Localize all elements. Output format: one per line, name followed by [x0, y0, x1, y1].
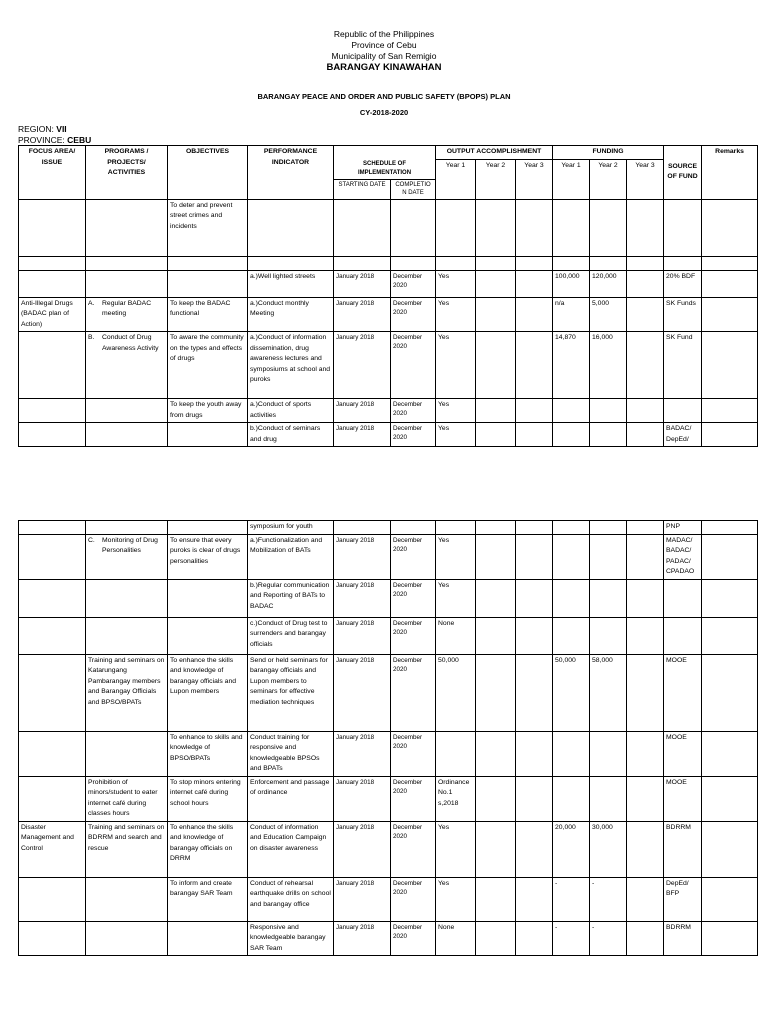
objective-cell: To stop minors entering internet café during school hours	[168, 776, 248, 821]
funding-year3-cell	[627, 332, 664, 399]
indicator-cell: Send or held seminars for barangay officials and Lupon members to seminars for effective mediation techniques	[248, 654, 334, 731]
remarks-cell	[702, 399, 758, 423]
indicator-cell: c.)Conduct of Drug test to surrenders and barangay officials	[248, 617, 334, 654]
starting-date-cell: January 2018	[334, 921, 391, 956]
output-year2-cell	[476, 877, 516, 921]
funding-year3-cell	[627, 579, 664, 617]
source-of-fund-cell	[664, 579, 702, 617]
table-row	[19, 521, 758, 535]
objective-cell: To enhance to skills and knowledge of BPSO/BPATs	[168, 731, 248, 776]
remarks-cell	[702, 921, 758, 956]
funding-year1-cell	[553, 199, 590, 256]
output-year2-cell	[476, 256, 516, 270]
funding-year1-cell	[553, 534, 590, 579]
completion-date-cell: December 2020	[391, 579, 436, 617]
funding-year1-cell	[553, 617, 590, 654]
program-cell	[86, 877, 168, 921]
starting-date-cell: January 2018	[334, 399, 391, 423]
output-year2-cell	[476, 297, 516, 332]
output-year2-cell	[476, 731, 516, 776]
indicator-cell	[248, 199, 334, 256]
table-row	[19, 579, 758, 617]
objective-cell	[168, 617, 248, 654]
source-of-fund-cell: MOOE	[664, 654, 702, 731]
table-row	[19, 256, 758, 270]
indicator-cell: a.)Conduct of information dissemination, drug awareness lectures and symposiums at school and puroks	[248, 332, 334, 399]
funding-year3-cell	[627, 654, 664, 731]
program-cell	[86, 256, 168, 270]
funding-year2-cell	[590, 423, 627, 447]
output-year3-cell	[516, 399, 553, 423]
funding-year2-cell	[590, 776, 627, 821]
output-year1-cell: Yes	[436, 270, 476, 297]
output-year3-cell	[516, 534, 553, 579]
province-label: PROVINCE:	[18, 135, 65, 145]
funding-year2-cell: -	[590, 877, 627, 921]
province-value: CEBU	[67, 135, 92, 145]
starting-date-cell: January 2018	[334, 821, 391, 877]
indicator-cell: a.)Functionalization and Mobilization of BATs	[248, 534, 334, 579]
col-funding-year3: Year 3	[627, 159, 664, 199]
remarks-cell	[702, 256, 758, 270]
program-text: Regular BADAC meeting	[102, 299, 152, 317]
output-year2-cell	[476, 921, 516, 956]
remarks-cell	[702, 270, 758, 297]
objective-cell	[168, 579, 248, 617]
output-year1-cell	[436, 731, 476, 776]
plan-table-page-2	[18, 520, 758, 956]
output-year1-cell: None	[436, 617, 476, 654]
completion-date-cell: December 2020	[391, 534, 436, 579]
source-of-fund-cell	[664, 399, 702, 423]
starting-date-cell: January 2018	[334, 297, 391, 332]
focus-area-cell	[19, 921, 86, 956]
output-year1-cell: 50,000	[436, 654, 476, 731]
remarks-cell	[702, 731, 758, 776]
output-year2-cell	[476, 776, 516, 821]
completion-date-cell: December 2020	[391, 731, 436, 776]
funding-year1-cell: -	[553, 921, 590, 956]
completion-date-cell: December 2020	[391, 617, 436, 654]
plan-title: BARANGAY PEACE AND ORDER AND PUBLIC SAFETY (BPOPS) PLAN	[257, 92, 511, 101]
objective-cell: To aware the community on the types and effects of drugs	[168, 332, 248, 399]
source-of-fund-cell: 20% BDF	[664, 270, 702, 297]
output-year1-cell: Yes	[436, 877, 476, 921]
funding-year2-cell	[590, 731, 627, 776]
program-text: Conduct of Drug Awareness Activity	[102, 334, 159, 352]
plan-period: CY-2018-2020	[359, 108, 409, 117]
funding-year1-cell	[553, 579, 590, 617]
table-row	[19, 399, 758, 423]
indicator-cell: a.)Conduct of sports activities	[248, 399, 334, 423]
indicator-cell: Enforcement and passage of ordinance	[248, 776, 334, 821]
completion-date-cell	[391, 521, 436, 535]
program-number: C.	[88, 536, 95, 544]
program-cell	[86, 534, 168, 579]
output-year1-cell: Yes	[436, 579, 476, 617]
focus-area-cell	[19, 579, 86, 617]
funding-year2-cell	[590, 199, 627, 256]
starting-date-cell	[334, 256, 391, 270]
program-cell	[86, 776, 168, 821]
program-text: Monitoring of Drug Personalities	[102, 536, 158, 554]
program-cell	[86, 521, 168, 535]
funding-year2-cell	[590, 534, 627, 579]
col-remarks: Remarks	[702, 146, 758, 200]
program-text: Training and seminars on BDRRM and search and rescue	[88, 823, 165, 852]
province-line	[18, 135, 91, 145]
remarks-cell	[702, 521, 758, 535]
output-year1-cell	[436, 521, 476, 535]
header-barangay: BARANGAY KINAWAHAN	[326, 62, 442, 73]
funding-year3-cell	[627, 731, 664, 776]
output-year3-cell	[516, 521, 553, 535]
program-cell	[86, 921, 168, 956]
starting-date-cell: January 2018	[334, 654, 391, 731]
source-of-fund-cell: MADAC/ BADAC/ PADAC/ CPADAO	[664, 534, 702, 579]
funding-year3-cell	[627, 297, 664, 332]
table-row	[19, 297, 758, 332]
output-year1-cell	[436, 199, 476, 256]
col-output-year1: Year 1	[436, 159, 476, 199]
output-year1-cell: Yes	[436, 423, 476, 447]
source-of-fund-cell: SK Fund	[664, 332, 702, 399]
funding-year2-cell: 120,000	[590, 270, 627, 297]
col-funding: FUNDING	[553, 146, 664, 160]
completion-date-cell	[391, 199, 436, 256]
program-cell	[86, 423, 168, 447]
output-year1-cell	[436, 256, 476, 270]
indicator-cell: b.)Conduct of seminars and drug	[248, 423, 334, 447]
program-cell	[86, 579, 168, 617]
funding-year2-cell: 30,000	[590, 821, 627, 877]
col-focus: FOCUS AREA/ ISSUE	[19, 146, 86, 200]
focus-area-cell	[19, 654, 86, 731]
funding-year3-cell	[627, 921, 664, 956]
starting-date-cell: January 2018	[334, 423, 391, 447]
funding-year1-cell: 20,000	[553, 821, 590, 877]
remarks-cell	[702, 821, 758, 877]
funding-year1-cell: 14,870	[553, 332, 590, 399]
focus-area-cell: Anti-Illegal Drugs (BADAC plan of Action)	[19, 297, 86, 332]
funding-year1-cell	[553, 423, 590, 447]
table-row	[19, 776, 758, 821]
table-row	[19, 332, 758, 399]
output-year2-cell	[476, 654, 516, 731]
completion-date-cell: December 2020	[391, 921, 436, 956]
source-of-fund-cell: PNP	[664, 521, 702, 535]
program-number: B.	[88, 334, 95, 341]
table-row	[19, 617, 758, 654]
output-year3-cell	[516, 617, 553, 654]
output-year2-cell	[476, 617, 516, 654]
output-year1-cell: Yes	[436, 332, 476, 399]
program-cell	[86, 731, 168, 776]
funding-year3-cell	[627, 423, 664, 447]
program-cell	[86, 332, 168, 399]
focus-area-cell	[19, 534, 86, 579]
funding-year3-cell	[627, 877, 664, 921]
program-cell	[86, 654, 168, 731]
funding-year3-cell	[627, 399, 664, 423]
completion-date-cell: December 2020	[391, 423, 436, 447]
output-year2-cell	[476, 521, 516, 535]
funding-year3-cell	[627, 521, 664, 535]
completion-date-cell	[391, 256, 436, 270]
starting-date-cell: January 2018	[334, 579, 391, 617]
funding-year1-cell	[553, 521, 590, 535]
starting-date-cell	[334, 521, 391, 535]
completion-date-cell: December 2020	[391, 776, 436, 821]
program-cell	[86, 617, 168, 654]
objective-cell: To inform and create barangay SAR Team	[168, 877, 248, 921]
indicator-cell: Conduct of rehearsal earthquake drills on school and barangay office	[248, 877, 334, 921]
indicator-cell: symposium for youth	[248, 521, 334, 535]
starting-date-cell: January 2018	[334, 534, 391, 579]
table-row	[19, 877, 758, 921]
objective-cell: To enhance the skills and knowledge of barangay officials on DRRM	[168, 821, 248, 877]
table-row	[19, 534, 758, 579]
starting-date-cell: January 2018	[334, 877, 391, 921]
table-row	[19, 654, 758, 731]
output-year2-cell	[476, 332, 516, 399]
program-text: Training and seminars on Katarungang Pambarangay members and Barangay Officials and BPSO/BPATs	[88, 656, 165, 706]
col-starting-date: STARTING DATE	[334, 179, 391, 199]
remarks-cell	[702, 579, 758, 617]
output-year2-cell	[476, 579, 516, 617]
col-output: OUTPUT ACCOMPLISHMENT	[436, 146, 553, 160]
region-line	[18, 124, 67, 134]
header-municipality: Municipality of San Remigio	[331, 51, 437, 61]
remarks-cell	[702, 776, 758, 821]
source-of-fund-cell: MOOE	[664, 731, 702, 776]
col-objectives: OBJECTIVES	[168, 146, 248, 200]
output-year2-cell	[476, 199, 516, 256]
completion-date-cell: December 2020	[391, 877, 436, 921]
remarks-cell	[702, 423, 758, 447]
funding-year3-cell	[627, 256, 664, 270]
output-year3-cell	[516, 332, 553, 399]
objective-cell: To keep the BADAC functional	[168, 297, 248, 332]
output-year1-cell: Ordinance No.1 s,2018	[436, 776, 476, 821]
funding-year3-cell	[627, 821, 664, 877]
funding-year2-cell: -	[590, 921, 627, 956]
funding-year3-cell	[627, 270, 664, 297]
program-text: Prohibition of minors/student to eater internet café during classes hours	[88, 778, 158, 817]
output-year3-cell	[516, 199, 553, 256]
objective-cell	[168, 921, 248, 956]
completion-date-cell: December 2020	[391, 270, 436, 297]
source-of-fund-cell	[664, 256, 702, 270]
funding-year1-cell	[553, 399, 590, 423]
output-year1-cell: Yes	[436, 297, 476, 332]
output-year2-cell	[476, 423, 516, 447]
program-cell	[86, 199, 168, 256]
output-year3-cell	[516, 821, 553, 877]
objective-cell: To keep the youth away from drugs	[168, 399, 248, 423]
focus-area-cell	[19, 256, 86, 270]
completion-date-cell: December 2020	[391, 297, 436, 332]
col-funding-year2: Year 2	[590, 159, 627, 199]
output-year3-cell	[516, 297, 553, 332]
region-label: REGION:	[18, 124, 54, 134]
remarks-cell	[702, 297, 758, 332]
program-cell	[86, 821, 168, 877]
header-republic: Republic of the Philippines	[333, 29, 435, 39]
remarks-cell	[702, 617, 758, 654]
funding-year2-cell	[590, 256, 627, 270]
objective-cell	[168, 521, 248, 535]
focus-area-cell	[19, 399, 86, 423]
focus-area-cell	[19, 332, 86, 399]
indicator-cell: a.)Conduct monthly Meeting	[248, 297, 334, 332]
funding-year3-cell	[627, 199, 664, 256]
table-row	[19, 270, 758, 297]
output-year3-cell	[516, 731, 553, 776]
objective-cell: To ensure that every puroks is clear of drugs personalities	[168, 534, 248, 579]
col-funding-year1: Year 1	[553, 159, 590, 199]
table-row	[19, 199, 758, 256]
source-of-fund-cell: DepEd/ BFP	[664, 877, 702, 921]
output-year3-cell	[516, 776, 553, 821]
objective-cell	[168, 270, 248, 297]
remarks-cell	[702, 332, 758, 399]
funding-year3-cell	[627, 534, 664, 579]
plan-table-page-1	[18, 145, 758, 447]
output-year1-cell: Yes	[436, 821, 476, 877]
output-year2-cell	[476, 534, 516, 579]
focus-area-cell: Disaster Management and Control	[19, 821, 86, 877]
focus-area-cell	[19, 877, 86, 921]
col-schedule: SCHEDULE OF IMPLEMENTATION	[334, 159, 436, 179]
objective-cell: To enhance the skills and knowledge of barangay officials and Lupon members	[168, 654, 248, 731]
output-year1-cell: None	[436, 921, 476, 956]
objective-cell	[168, 423, 248, 447]
funding-year1-cell: 100,000	[553, 270, 590, 297]
col-source: SOURCE OF FUND	[664, 146, 702, 200]
output-year3-cell	[516, 423, 553, 447]
output-year3-cell	[516, 654, 553, 731]
objective-cell	[168, 256, 248, 270]
indicator-cell: Responsive and knowledgeable barangay SAR Team	[248, 921, 334, 956]
funding-year2-cell	[590, 521, 627, 535]
starting-date-cell: January 2018	[334, 332, 391, 399]
table-row	[19, 731, 758, 776]
starting-date-cell	[334, 199, 391, 256]
funding-year1-cell: 50,000	[553, 654, 590, 731]
remarks-cell	[702, 654, 758, 731]
source-of-fund-cell: BDRRM	[664, 821, 702, 877]
focus-area-cell	[19, 776, 86, 821]
output-year3-cell	[516, 270, 553, 297]
source-of-fund-cell	[664, 199, 702, 256]
remarks-cell	[702, 534, 758, 579]
indicator-cell: a.)Well lighted streets	[248, 270, 334, 297]
remarks-cell	[702, 877, 758, 921]
focus-area-cell	[19, 270, 86, 297]
starting-date-cell: January 2018	[334, 270, 391, 297]
indicator-cell: Conduct training for responsive and knowledgeable BPSOs and BPATs	[248, 731, 334, 776]
starting-date-cell: January 2018	[334, 776, 391, 821]
source-of-fund-cell	[664, 617, 702, 654]
indicator-cell: Conduct of information and Education Campaign on disaster awareness	[248, 821, 334, 877]
funding-year1-cell	[553, 256, 590, 270]
output-year1-cell: Yes	[436, 534, 476, 579]
header-province: Province of Cebu	[351, 40, 417, 50]
source-of-fund-cell: SK Funds	[664, 297, 702, 332]
focus-area-cell	[19, 731, 86, 776]
funding-year2-cell	[590, 579, 627, 617]
table-row	[19, 921, 758, 956]
funding-year1-cell: -	[553, 877, 590, 921]
table-row	[19, 821, 758, 877]
program-cell	[86, 270, 168, 297]
output-year3-cell	[516, 579, 553, 617]
starting-date-cell: January 2018	[334, 731, 391, 776]
source-of-fund-cell: BDRRM	[664, 921, 702, 956]
funding-year3-cell	[627, 617, 664, 654]
funding-year3-cell	[627, 776, 664, 821]
col-output-year2: Year 2	[476, 159, 516, 199]
funding-year2-cell	[590, 399, 627, 423]
program-cell	[86, 297, 168, 332]
program-cell	[86, 399, 168, 423]
remarks-cell	[702, 199, 758, 256]
table-row	[19, 423, 758, 447]
focus-area-cell	[19, 617, 86, 654]
focus-area-cell	[19, 521, 86, 535]
col-programs: PROGRAMS / PROJECTS/ ACTIVITIES	[86, 146, 168, 200]
output-year2-cell	[476, 399, 516, 423]
col-indicator: PERFORMANCE INDICATOR	[248, 146, 334, 200]
output-year3-cell	[516, 256, 553, 270]
completion-date-cell: December 2020	[391, 399, 436, 423]
output-year2-cell	[476, 270, 516, 297]
focus-area-cell	[19, 199, 86, 256]
completion-date-cell: December 2020	[391, 654, 436, 731]
output-year2-cell	[476, 821, 516, 877]
col-output-year3: Year 3	[516, 159, 553, 199]
col-completion-date: COMPLETIO N DATE	[391, 179, 436, 199]
output-year1-cell: Yes	[436, 399, 476, 423]
funding-year1-cell	[553, 731, 590, 776]
funding-year2-cell	[590, 617, 627, 654]
output-year3-cell	[516, 921, 553, 956]
source-of-fund-cell: MOOE	[664, 776, 702, 821]
funding-year2-cell: 16,000	[590, 332, 627, 399]
completion-date-cell: December 2020	[391, 821, 436, 877]
funding-year2-cell: 58,000	[590, 654, 627, 731]
program-number: A.	[88, 299, 95, 307]
starting-date-cell: January 2018	[334, 617, 391, 654]
output-year3-cell	[516, 877, 553, 921]
region-value: VII	[56, 124, 67, 134]
indicator-cell	[248, 256, 334, 270]
objective-cell: To deter and prevent street crimes and incidents	[168, 199, 248, 256]
indicator-cell: b.)Regular communication and Reporting of BATs to BADAC	[248, 579, 334, 617]
funding-year2-cell: 5,000	[590, 297, 627, 332]
funding-year1-cell	[553, 776, 590, 821]
completion-date-cell: December 2020	[391, 332, 436, 399]
focus-area-cell	[19, 423, 86, 447]
funding-year1-cell: n/a	[553, 297, 590, 332]
source-of-fund-cell: BADAC/ DepEd/	[664, 423, 702, 447]
